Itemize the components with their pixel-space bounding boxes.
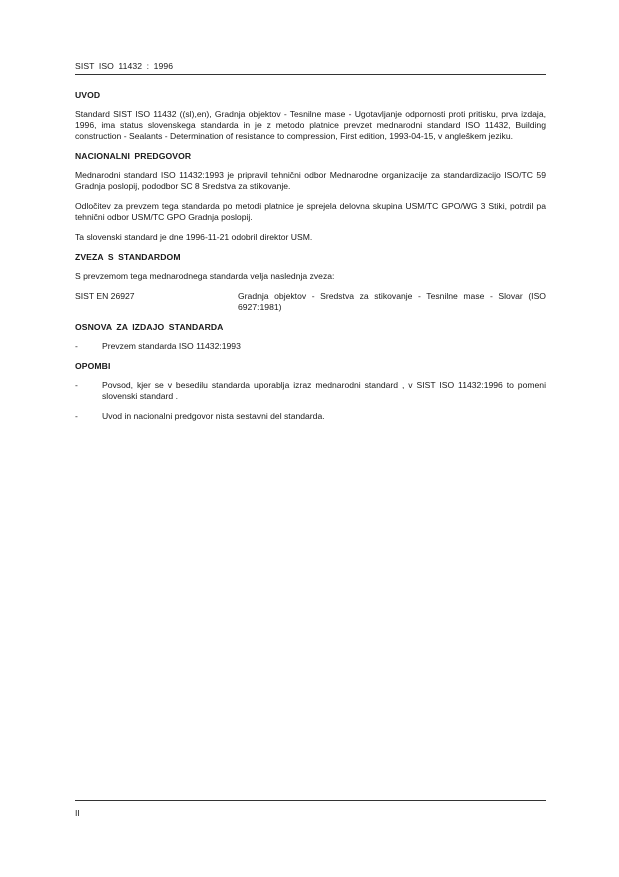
header-doc-id: SIST ISO 11432 : 1996 [75,61,174,71]
footer-rule [75,800,546,801]
section-osnova [75,322,546,352]
section-nacionalni-predgovor [75,151,546,243]
section-title-opombi: OPOMBI [75,361,111,371]
section-uvod [75,90,546,142]
section-zveza-s-standardom [75,252,546,313]
bullet-dash: - [75,380,78,390]
reference-code: SIST EN 26927 [75,291,135,301]
reference-description: Gradnja objektov - Sredstva za stikovanje - Tesnilne mase - Slovar (ISO 6927:1981) [238,291,546,312]
header-rule [75,74,546,75]
list-item [75,411,546,422]
zveza-intro: S prevzemom tega mednarodnega standarda velja naslednja zveza: [75,271,335,281]
section-title-osnova: OSNOVA ZA IZDAJO STANDARDA [75,322,224,332]
opombi-item-1: Povsod, kjer se v besedilu standarda uporablja izraz mednarodni standard , v SIST ISO 11432:1996 to pomeni slovenski standard . [102,380,546,401]
page-number: II [75,808,80,818]
uvod-paragraph: Standard SIST ISO 11432 ((sl),en), Gradnja objektov - Tesnilne mase - Ugotavljanje odpornosti proti pritisku, prva izdaja, 1996, ima status slovenskega standarda in je z metodo platnice prevzet mednarodni standard ISO 11432, Building construction - Sealants - Determination of resistance to compression, First edition, 1993-04-15, v angleškem jeziku. [75,109,546,141]
predgovor-paragraph-1: Mednarodni standard ISO 11432:1993 je pripravil tehnični odbor Mednarodne organizacije za standardizacijo ISO/TC 59 Gradnja poslopij, pododbor SC 8 Sredstva za stikovanje. [75,170,546,191]
section-title-uvod: UVOD [75,90,101,100]
predgovor-paragraph-2: Odločitev za prevzem tega standarda po metodi platnice je sprejela delovna skupina USM/TC GPO/WG 3 Stiki, potrdil pa tehnični odbor USM/TC GPO Gradnja poslopij. [75,201,546,222]
list-item [75,380,546,402]
predgovor-paragraph-3: Ta slovenski standard je dne 1996-11-21 odobril direktor USM. [75,232,313,242]
document-page [75,0,546,877]
osnova-item-1: Prevzem standarda ISO 11432:1993 [102,341,241,351]
opombi-item-2: Uvod in nacionalni predgovor nista sestavni del standarda. [102,411,325,421]
section-opombi [75,361,546,422]
bullet-dash: - [75,341,78,351]
bullet-dash: - [75,411,78,421]
list-item [75,341,546,352]
section-title-zveza: ZVEZA S STANDARDOM [75,252,181,262]
document-body [75,90,546,431]
section-title-predgovor: NACIONALNI PREDGOVOR [75,151,192,161]
reference-row [75,291,546,313]
